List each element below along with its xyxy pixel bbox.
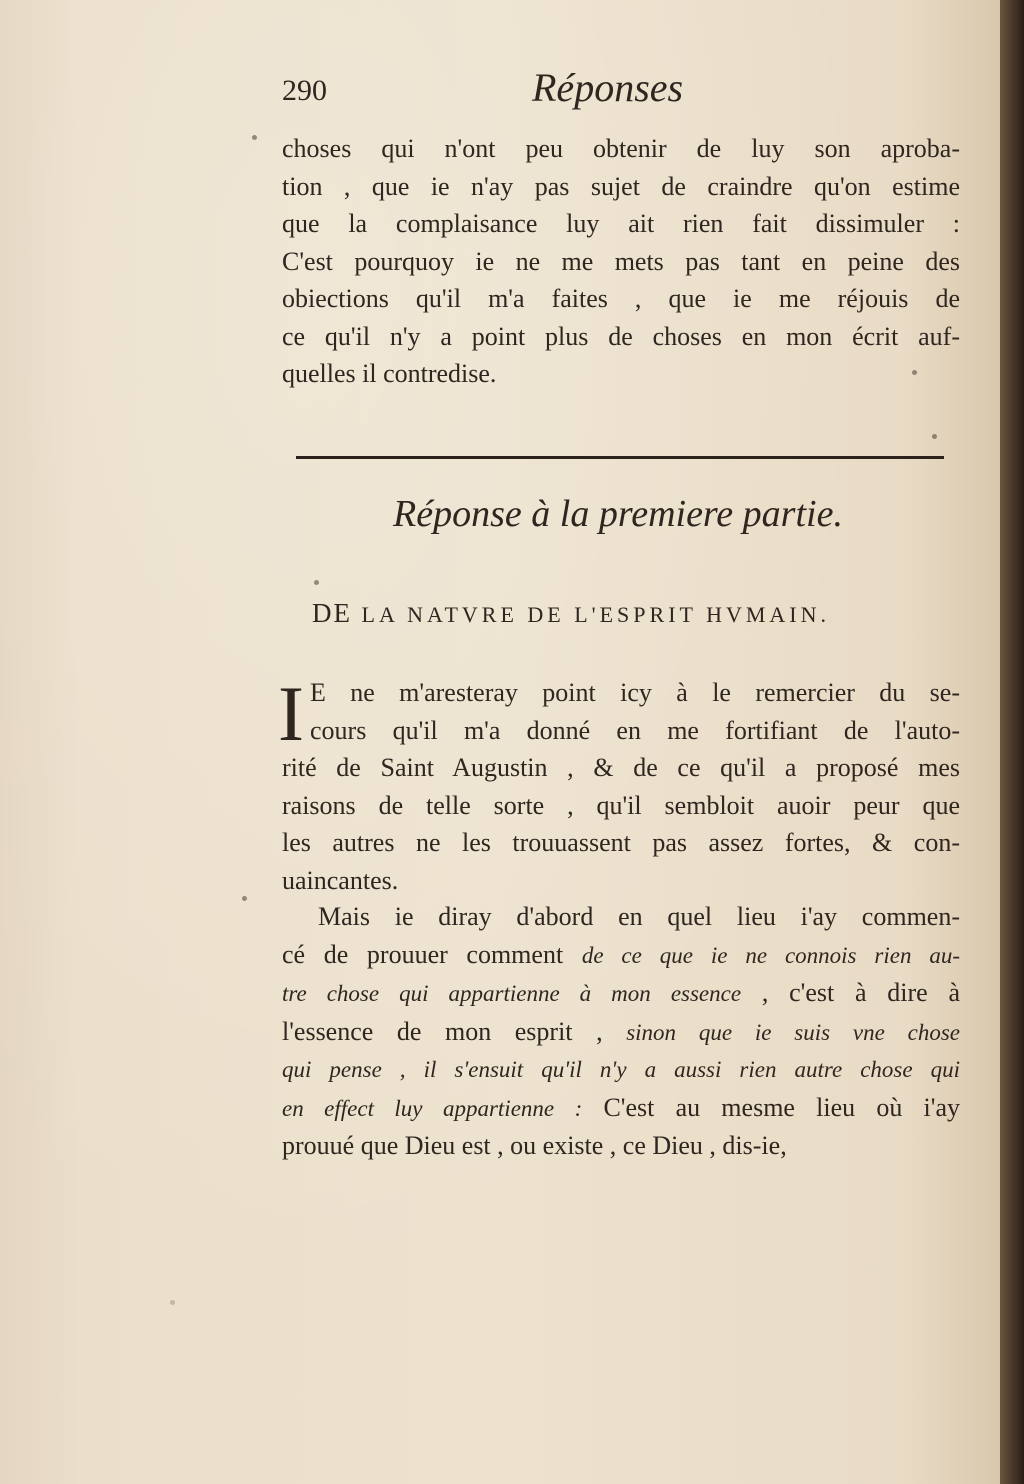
text-line: qui pense , il s'ensuit qu'il n'y a aussi rien autre chose qui [282,1057,960,1082]
running-head: Réponses [532,65,684,110]
text-line: quelles il contredise. [282,359,497,388]
italic-run: de ce que ie ne connois rien au- [581,942,961,968]
text-line: C'est pourquoy ie ne me mets pas tant en peine des [282,246,960,276]
text-line: choses qui n'ont peu obtenir de luy son aproba- [282,134,960,163]
italic-run: tre chose qui appartienne à mon essence [282,981,742,1006]
text-line [282,936,960,975]
section-divider-rule [296,456,944,459]
text-run: l'essence de mon esprit , [282,1016,603,1046]
drop-cap: I [278,670,304,757]
section-title: Réponse à la premiere partie. [393,493,843,535]
top-paragraph [282,130,960,393]
paper-speck [932,434,937,439]
text-line: les autres ne les trouuassent pas assez fortes, & con- [282,828,960,857]
paper-speck [242,896,247,901]
text-run: C'est au mesme lieu où i'ay [603,1092,961,1122]
text-run: cé de prouuer comment [282,939,564,969]
text-line: Mais ie diray d'abord en quel lieu i'ay commen- [318,902,960,931]
paragraph-three [282,898,960,1165]
paper-speck [170,1300,175,1305]
paper-speck [252,135,257,140]
subtitle-first-word: DE [312,598,352,628]
italic-run: en effect luy appartienne : [282,1095,583,1121]
paper-speck [314,580,319,585]
text-line: cours qu'il m'a donné en me fortifiant de l'auto- [310,715,960,745]
text-line: que la complaisance luy ait rien fait dissimuler : [282,209,960,238]
paper-speck [912,370,917,375]
paragraph-two [278,670,960,899]
text-line [282,1013,960,1052]
page-header [282,64,942,120]
text-line: rité de Saint Augustin , & de ce qu'il a proposé mes [282,753,960,782]
text-line: raisons de telle sorte , qu'il sembloit auoir peur que [282,790,960,820]
page-number: 290 [282,74,327,107]
text-line: tion , que ie n'ay pas sujet de craindre qu'on estime [282,171,960,201]
text-run: , c'est à dire à [761,978,961,1007]
section-subtitle [312,598,934,629]
book-spine [1000,0,1024,1484]
text-line: ce qu'il n'y a point plus de choses en mon écrit auf- [282,321,960,351]
subtitle-rest: LA NATVRE DE L'ESPRIT HVMAIN. [361,602,831,627]
text-line: prouué que Dieu est , ou existe , ce Dieu , dis-ie, [282,1131,787,1160]
text-line: obiections qu'il m'a faites , que ie me réjouis de [282,284,960,313]
italic-run: sinon que ie suis vne chose [626,1019,960,1045]
text-line [282,1089,960,1128]
text-line: E ne m'aresteray point icy à le remercier du se- [310,678,960,707]
text-line [282,974,960,1013]
text-line: uaincantes. [282,865,399,895]
